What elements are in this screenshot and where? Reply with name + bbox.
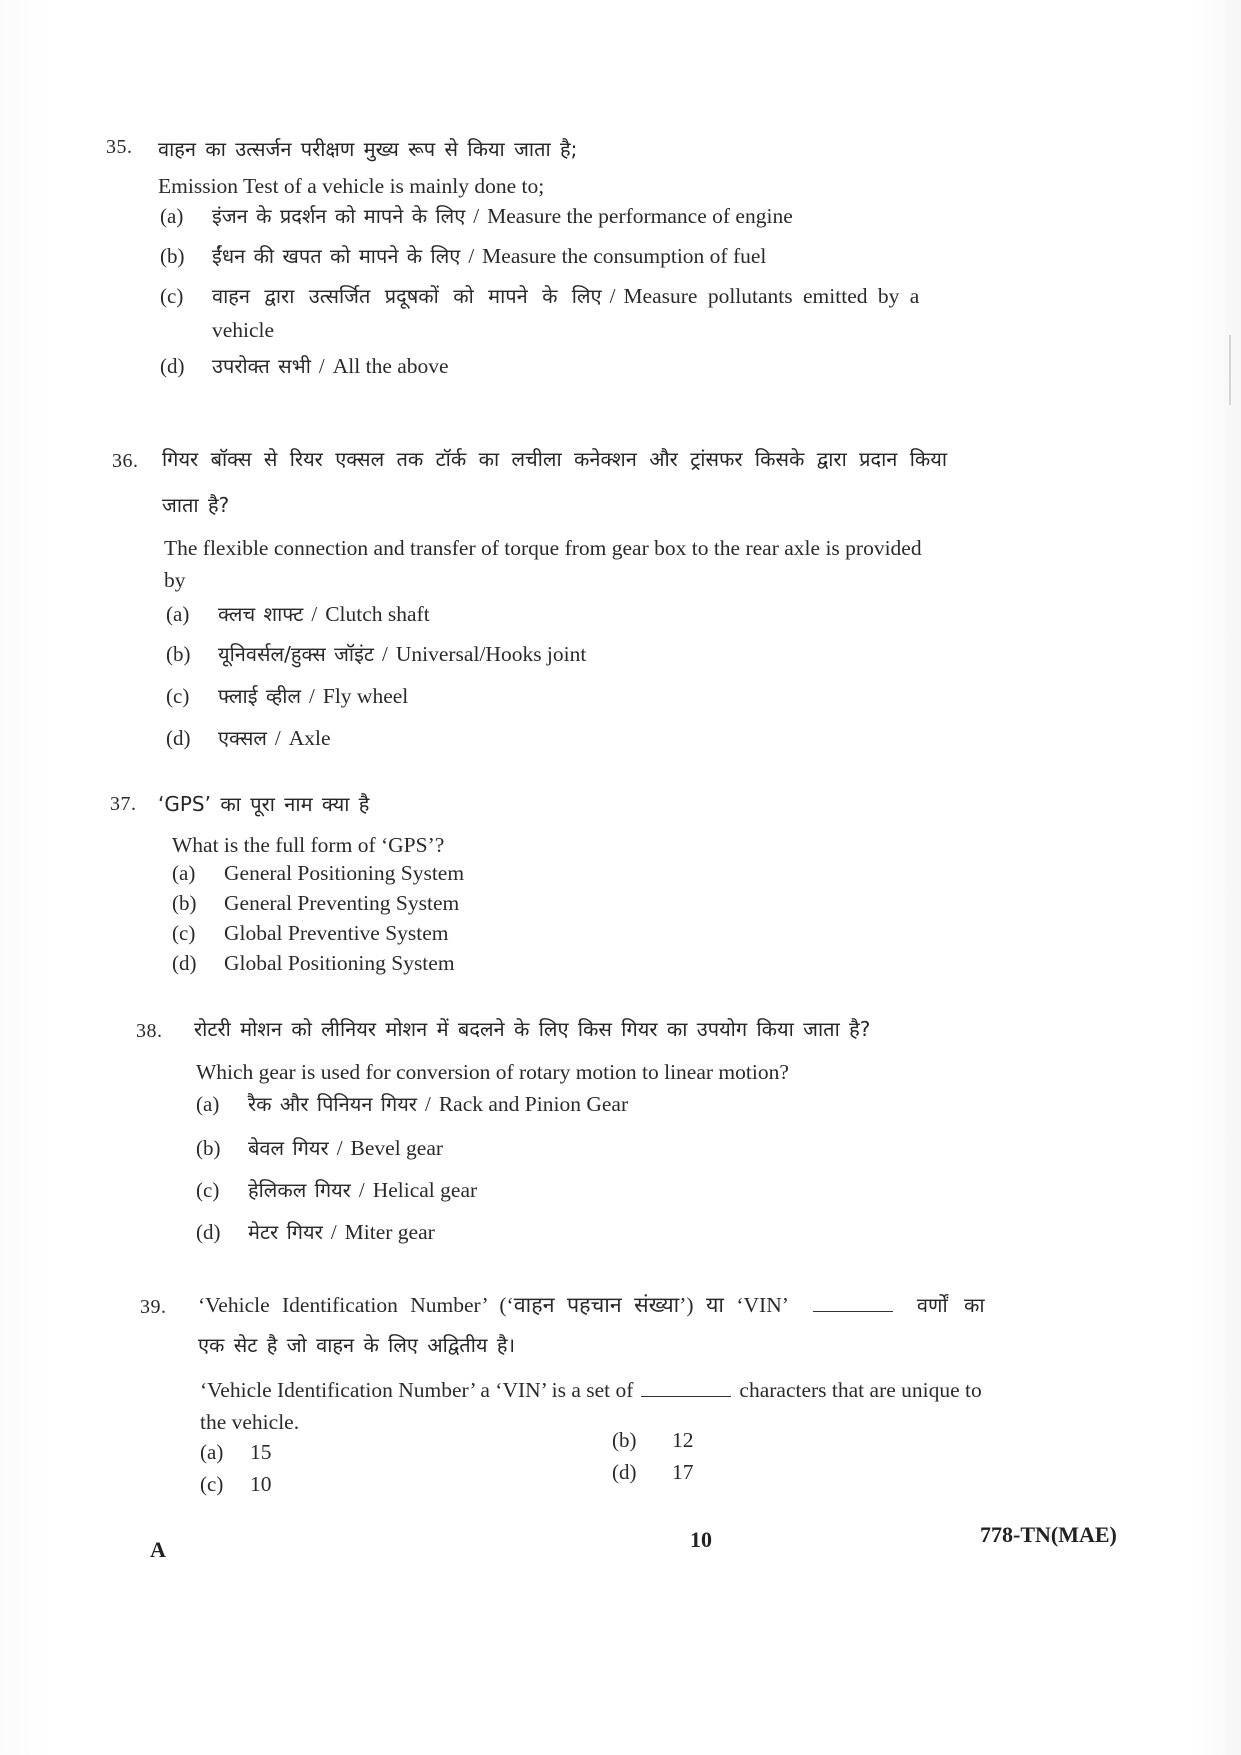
option-text-english: 17 [672,1460,694,1484]
option-label: (c) [160,284,184,308]
option-text-english: 12 [672,1428,694,1452]
option-d[interactable] [160,352,449,379]
booklet-series: A [150,1537,166,1562]
option-text-hindi: यूनिवर्सल/हुक्स जॉइंट [218,642,375,666]
option-text-hindi: हेलिकल गियर [248,1178,351,1202]
option-text-english: Measure pollutants emitted by a [623,284,920,308]
question-text-hindi: गियर बॉक्स से रियर एक्सल तक टॉर्क का लचीला कनेक्शन और ट्रांसफर किसके द्वारा प्रदान किया [162,447,948,471]
option-d[interactable] [172,951,455,976]
question-text-english: What is the full form of ‘GPS’? [172,833,445,857]
question-text-english: Which gear is used for conversion of rotary motion to linear motion? [196,1060,789,1084]
option-text-english: Fly wheel [322,684,409,708]
option-text-hindi: क्लच शाफ्ट [218,602,304,626]
option-c[interactable] [196,1176,477,1203]
option-label: (d) [612,1460,637,1484]
option-text-english: All the above [332,354,449,378]
separator: / [425,1092,431,1116]
option-text-hindi: इंजन के प्रदर्शन को मापने के लिए [212,204,466,228]
page-number: 10 [690,1527,712,1552]
question-number: 39. [140,1296,167,1318]
option-label: (a) [172,861,196,885]
separator: / [311,602,318,626]
option-text-hindi: मेटर गियर [248,1220,323,1244]
option-b[interactable] [612,1428,694,1453]
answer-blank [641,1395,731,1397]
option-text-english: Clutch shaft [325,602,430,626]
option-text-english: General Preventing System [224,891,460,915]
question-text-english: Emission Test of a vehicle is mainly done to; [158,174,545,198]
question-text-hindi-part2: वर्णों का [916,1293,985,1317]
option-text-hindi: रैक और पिनियन गियर [248,1092,417,1116]
question-text-english: The flexible connection and transfer of torque from gear box to the rear axle is provided [164,536,922,560]
option-label: (d) [166,726,191,750]
question-text-english-line1 [200,1374,982,1406]
option-text-english: Rack and Pinion Gear [438,1092,629,1116]
separator: / [309,684,315,708]
paper-code: 778-TN(MAE) [980,1522,1117,1547]
question-text-english-part2: characters that are unique to [739,1378,982,1402]
option-label: (d) [160,354,185,378]
option-text-hindi: वाहन द्वारा उत्सर्जित प्रदूषकों को मापने के लिए [212,284,602,308]
option-a[interactable] [196,1090,628,1117]
option-label: (d) [196,1220,221,1244]
option-a[interactable] [172,861,464,886]
option-text-english: 10 [250,1472,272,1496]
option-text-english: Miter gear [344,1220,435,1244]
separator: / [382,642,388,666]
question-number: 35. [106,136,133,158]
separator: / [274,726,281,750]
question-text-english-continuation: by [164,568,186,592]
option-text-english: Global Positioning System [224,951,455,975]
separator: / [336,1136,343,1160]
option-text-english: Axle [288,726,331,750]
option-text-english: Global Preventive System [224,921,449,945]
option-b[interactable] [166,640,586,667]
option-d[interactable] [166,724,331,751]
option-c[interactable] [160,282,919,309]
option-text-english: General Positioning System [224,861,465,885]
option-label: (a) [200,1440,224,1464]
question-text-hindi: रोटरी मोशन को लीनियर मोशन में बदलने के लिए किस गियर का उपयोग किया जाता है? [194,1017,871,1041]
option-text-hindi: ईंधन की खपत को मापने के लिए [212,244,461,268]
question-text-hindi-part1: ‘Vehicle Identification Number’ (‘वाहन पहचान संख्या’) या ‘VIN’ [198,1293,789,1317]
option-b[interactable] [196,1134,443,1161]
separator: / [468,244,475,268]
option-text-english: 15 [250,1440,272,1464]
option-text-english: Bevel gear [350,1136,444,1160]
option-text-hindi: बेवल गियर [248,1136,329,1160]
question-text-hindi-line1 [198,1286,985,1324]
option-c[interactable] [172,921,449,946]
option-label: (c) [196,1178,220,1202]
option-label: (a) [166,602,190,626]
separator: / [318,354,325,378]
option-text-english: Measure the performance of engine [487,204,793,228]
option-label: (c) [200,1472,224,1496]
option-text-english: Measure the consumption of fuel [482,244,767,268]
option-a[interactable] [166,600,430,627]
option-label: (b) [612,1428,637,1452]
question-number: 38. [136,1020,163,1042]
option-d[interactable] [612,1460,694,1485]
option-label: (b) [172,891,197,915]
question-text-english-continuation: the vehicle. [200,1410,300,1434]
option-label: (b) [166,642,191,666]
option-text-english: Helical gear [372,1178,478,1202]
question-number: 37. [110,793,137,815]
option-text-english: Universal/Hooks joint [395,642,587,666]
scan-edge-mark [1229,335,1231,405]
option-b[interactable] [172,891,459,916]
option-b[interactable] [160,242,766,269]
option-text-hindi: फ्लाई व्हील [218,684,302,708]
question-text-hindi-continuation: एक सेट है जो वाहन के लिए अद्वितीय है। [198,1333,516,1357]
option-a[interactable] [200,1440,272,1465]
question-number: 36. [112,450,139,472]
option-label: (d) [172,951,197,975]
option-label: (b) [196,1136,221,1160]
option-a[interactable] [160,202,793,229]
question-text-hindi: वाहन का उत्सर्जन परीक्षण मुख्य रूप से किया जाता है; [158,137,578,161]
option-c[interactable] [200,1472,272,1497]
separator: / [473,204,480,228]
question-text-english-part1: ‘Vehicle Identification Number’ a ‘VIN’ is a set of [200,1378,634,1402]
answer-blank [813,1310,893,1312]
option-text-hindi: उपरोक्त सभी [212,354,311,378]
separator: / [609,284,616,308]
question-text-hindi-continuation: जाता है? [162,493,230,517]
option-c-continuation: vehicle [212,318,275,342]
option-text-hindi: एक्सल [218,726,267,750]
separator: / [330,1220,337,1244]
option-label: (a) [196,1092,220,1116]
separator: / [358,1178,365,1202]
option-d[interactable] [196,1218,435,1245]
option-label: (c) [172,921,196,945]
option-label: (c) [166,684,190,708]
question-text-hindi: ‘GPS’ का पूरा नाम क्या है [158,792,370,816]
option-label: (b) [160,244,185,268]
option-label: (a) [160,204,184,228]
option-c[interactable] [166,682,408,709]
